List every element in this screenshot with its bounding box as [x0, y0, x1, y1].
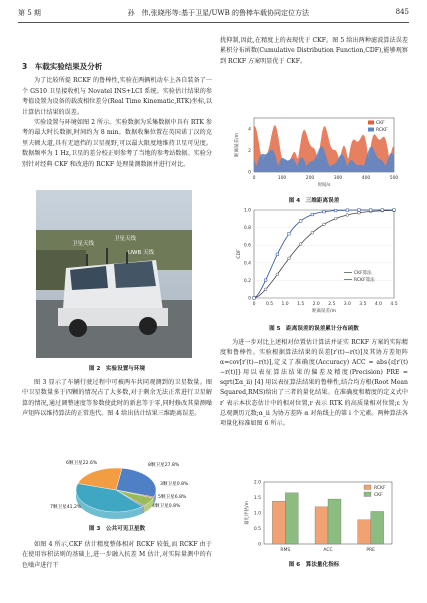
- photo-label-gnss-antenna-1: 卫星天线: [72, 241, 95, 247]
- cdf-point: [276, 273, 279, 276]
- y-tick-label: 0: [248, 296, 251, 302]
- left-column-mid: [22, 378, 212, 420]
- figure-5-caption: 图 5 距离误差的误差累计分布函数: [269, 326, 359, 332]
- pie-slice-side: [142, 506, 143, 514]
- y-axis-label: 距离误差/m: [235, 133, 240, 157]
- paragraph: 图 3 显示了车辆行驶过程中可被两车共同观测到的卫星数量。图中卫星数量多于四颗的情况占了大多数,对于剩余无法正常进行卫星解算的情况,通过调整速度等参数使此时的新息等于零,同时修改其量测噪声矩阵以维持算法的正常迭代。图 4 给出估计结果三维距离误差。: [22, 379, 212, 418]
- running-title: 孙 伟,张晓彤等:基于卫星/UWB 的鲁棒车载协同定位方法: [127, 9, 309, 17]
- paragraph: 实验设置与环境如图 2 所示。实验数据为采集数据中具有 RTK 参考的最大时长数据,时间约为 8 min。数据收集位置在英国诺丁汉的克里夫顿大道,具有无遮挡的卫星视野,可以最大限度地维持卫星可见度。数据频率为 1 Hz,卫星的差分校正则参考了当地的参考站数据。实验分别针对经典 CKF 和改进的 RCKF 处理量测数据并进行对比。: [22, 119, 212, 168]
- legend-label: CKF: [376, 121, 385, 126]
- cdf-point: [253, 297, 256, 300]
- cdf-point: [381, 209, 384, 212]
- paragraph: 为了比较所提 RCKF 的鲁棒性,实验在两辆机动车上各自装备了一个 GS10 卫星接收机与 Novatel INS+LCI 系统。实验估计结果的参考值设置为设备的载波相位差分(Real Time Kinematic,RTK)坐标,以计算估计结果的误差。: [22, 77, 212, 116]
- cdf-point: [346, 209, 349, 212]
- figure-3-caption: 图 3 公共可见卫星数: [88, 526, 146, 532]
- legend-swatch: [364, 492, 371, 497]
- left-column-top: [22, 60, 212, 170]
- legend-label: CKF: [374, 493, 383, 498]
- legend-swatch: [368, 128, 374, 132]
- x-tick-label: 2.0: [312, 302, 320, 307]
- legend-swatch: [364, 485, 371, 490]
- cdf-point: [264, 288, 267, 291]
- x-tick-label: 100: [277, 176, 287, 181]
- bar-RCKF-ACC: [315, 507, 328, 544]
- x-tick-label: 500: [389, 176, 399, 181]
- y-tick-label: 1.0: [243, 208, 251, 214]
- x-tick-label: 4.5: [390, 302, 398, 307]
- left-column-bottom: [22, 540, 212, 571]
- issue-number: 第 5 期: [18, 9, 41, 17]
- legend-label: RCKF: [374, 486, 386, 491]
- page-number: 845: [395, 8, 409, 16]
- pie-label: 8颗卫星27.8%: [148, 463, 180, 468]
- right-column-mid: [220, 338, 408, 429]
- cdf-point: [323, 223, 326, 226]
- cdf-point: [311, 213, 314, 216]
- cdf-point: [358, 209, 361, 212]
- x-tick-label: 0: [252, 176, 256, 181]
- metrics-bar-chart: [240, 478, 400, 560]
- legend-label: RCKF: [376, 128, 388, 133]
- cdf-point: [311, 231, 314, 234]
- y-axis-label: CDF: [237, 249, 242, 259]
- legend-label: CKF算法: [354, 271, 372, 276]
- x-tick-label: 300: [333, 176, 343, 181]
- cdf-point: [323, 210, 326, 213]
- photo-label-gnss-antenna-2: 卫星天线: [114, 236, 137, 242]
- bar-CKF-RMS: [285, 493, 298, 544]
- cdf-point: [334, 217, 337, 220]
- pie-label: 4颗卫星0.8%: [152, 504, 181, 509]
- y-tick-label: 0: [258, 542, 261, 548]
- x-tick-label: 200: [305, 176, 315, 181]
- x-tick-label: RMS: [280, 548, 291, 553]
- cdf-point: [288, 232, 291, 235]
- x-axis-label: 距离误差/m: [312, 309, 336, 314]
- legend-label: RCKF算法: [354, 278, 375, 283]
- section-title: 3 车载实验结果及分析: [22, 62, 103, 71]
- x-tick-label: 4.0: [374, 302, 383, 307]
- y-tick-label: 2.0: [253, 480, 261, 486]
- cdf-point: [358, 211, 361, 214]
- y-tick-label: 0.8: [243, 226, 251, 232]
- pie-label: 6颗卫星22.6%: [66, 461, 98, 466]
- cdf-point: [346, 214, 349, 217]
- x-axis-label: 时间/s: [317, 183, 331, 188]
- paragraph: 扰抑制,因此,在精度上的表现优于 CKF。图 5 给出两种滤波算法误差累积分布函数(Cumulative Distribution Function,CDF),能够观察到 RCKF 方案明显优于 CKF。: [220, 37, 408, 65]
- figure-6-caption: 图 6 算法量化指标: [288, 562, 340, 568]
- x-tick-label: 1.5: [297, 302, 305, 307]
- bar-RCKF-RMS: [272, 501, 285, 544]
- pie-chart-visible-satellites: [28, 452, 204, 524]
- paragraph: 如图 4 所示,CKF 估计精度整体相对 RCKF 较低,而 RCKF 由于在使用容积法则的基础上,进一步融入抗差 M 估计,对实际量测中的有色噪声进行干: [22, 541, 212, 569]
- cdf-point: [276, 253, 279, 256]
- y-tick-label: 1.0: [253, 511, 261, 517]
- cdf-point: [264, 279, 267, 282]
- x-tick-label: ACC: [323, 548, 333, 553]
- y-tick-label: 0.4: [243, 261, 251, 267]
- y-tick-label: 0: [248, 170, 251, 176]
- legend-swatch: [368, 121, 374, 125]
- experiment-photo: [36, 190, 192, 358]
- y-tick-label: 4: [248, 127, 251, 133]
- cdf-point: [288, 257, 291, 260]
- pie-label: 7颗卫星41.2%: [50, 505, 82, 510]
- y-tick-label: 0.2: [243, 278, 251, 284]
- x-tick-label: 2.5: [328, 302, 336, 307]
- x-tick-label: 3.0: [343, 302, 351, 307]
- photo-label-uwb-antenna: UWB 天线: [128, 250, 154, 256]
- pie-label: 3颗卫星0.8%: [160, 482, 189, 487]
- figure-2-caption: 图 2 实验设置与环境: [88, 366, 146, 372]
- pie-label: 5颗卫星6.8%: [158, 495, 187, 500]
- cdf-point: [369, 209, 372, 212]
- bar-RCKF-PRE: [358, 520, 371, 544]
- figure-4-caption: 图 4 三维距离误差: [288, 198, 340, 204]
- bar-CKF-ACC: [328, 499, 341, 544]
- x-tick-label: PRE: [366, 548, 376, 553]
- distance-error-chart: [232, 114, 402, 194]
- y-axis-label: 量化评估/m: [245, 501, 250, 525]
- right-column-top: [220, 36, 408, 67]
- x-tick-label: 1.0: [281, 302, 289, 307]
- bar-CKF-PRE: [371, 511, 384, 544]
- y-tick-label: 0.6: [243, 243, 251, 249]
- paragraph: 为进一步对比上述相对位置估计算法并证实 RCKF 方案的实际精度和鲁棒性。实验根据算法结果的误差[r′(t)−r(t)]及其协方差矩阵 α=cov[r′(t)−r(t)],定义了准确度(Accuracy) ACC = abs{ε[r′(t)−r(t)]}用以表征算法结果的偏差及精度(Precision) PRE = sqrt(Σα_ii) [4] 用以表征算法结果的鲁棒性,结合均方根(Root Mean Squared,RMS)给出了三者的量化结果。在准确度和精度的定义式中 r′ 表示本状态估计中的相对位置,r 表示 RTK 的高质量相对位置;ε 为总观测历元数;α_ii 为协方差阵 α 对角线上的第 i 个元素。两种算法各项量化标准如图 6 所示。: [220, 339, 408, 427]
- x-tick-label: 0.5: [265, 302, 274, 307]
- y-tick-label: 1.5: [253, 496, 261, 501]
- x-tick-label: 400: [361, 176, 371, 181]
- y-tick-label: 0.5: [253, 527, 261, 532]
- cdf-point: [334, 209, 337, 212]
- y-tick-label: 2: [248, 148, 251, 154]
- cdf-chart: [232, 206, 402, 318]
- cdf-point: [299, 243, 302, 246]
- cdf-point: [299, 220, 302, 223]
- x-tick-label: 3.5: [359, 302, 367, 307]
- cdf-point: [393, 209, 396, 212]
- x-tick-label: 0: [252, 302, 256, 307]
- page-header: [18, 8, 409, 23]
